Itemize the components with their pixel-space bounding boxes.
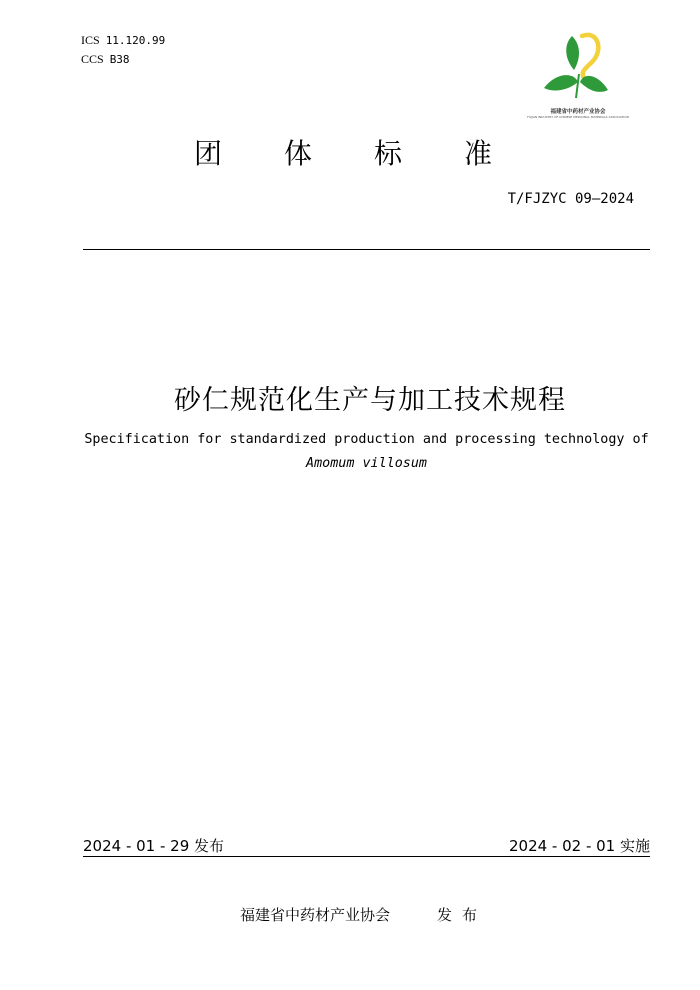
ccs-label: CCS <box>81 52 104 66</box>
leaf-logo-icon <box>522 28 634 108</box>
publish-action: 发布 <box>437 906 488 924</box>
ics-code: 11.120.99 <box>105 34 166 47</box>
ics-label: ICS <box>81 33 100 47</box>
standard-type-heading: 团体标准 <box>193 137 554 170</box>
document-title-latin: Amomum villosum <box>306 456 427 471</box>
association-logo <box>522 28 634 124</box>
standard-number: T/FJZYC 09—2024 <box>507 191 634 207</box>
issue-date: 2024 - 01 - 29 发布 <box>83 837 225 855</box>
logo-org-name-en: FUJIAN INDUSTRY OF CHINESE MEDICINAL MATERIALS ASSOCIATION <box>527 115 629 119</box>
ccs-classification <box>81 52 130 67</box>
ccs-code: B38 <box>109 53 130 66</box>
document-title-en: Specification for standardized production and processing technology of <box>84 432 649 447</box>
implementation-date: 2024 - 02 - 01 实施 <box>508 837 650 855</box>
document-title-cn: 砂仁规范化生产与加工技术规程 <box>174 385 566 416</box>
logo-org-name: 福建省中药材产业协会 <box>550 109 606 115</box>
top-divider <box>83 249 650 250</box>
publisher-name: 福建省中药材产业协会 <box>240 906 391 924</box>
bottom-divider <box>83 856 650 857</box>
ics-classification <box>81 33 165 48</box>
